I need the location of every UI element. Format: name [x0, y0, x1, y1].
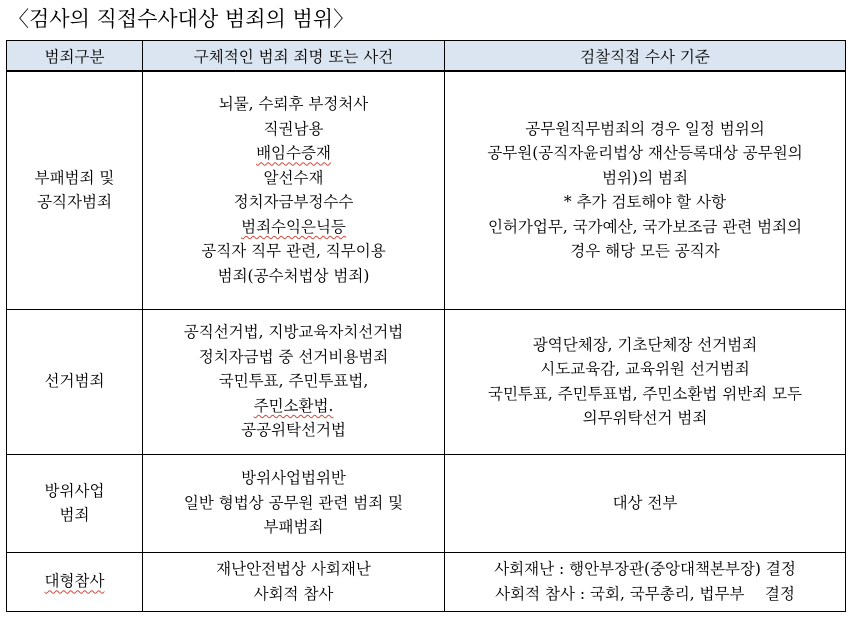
- crime-line: 재난안전법상 사회재난: [216, 560, 371, 578]
- crime-line: 주민소환법.: [253, 396, 334, 415]
- criteria-line: 범위)의 범죄: [602, 168, 688, 187]
- crime-line: 알선수재: [263, 168, 324, 187]
- criteria-line: 의무위탁선거 범죄: [582, 409, 708, 427]
- criteria-line: 국민투표, 주민투표법, 주민소환법 위반죄 모두: [487, 384, 803, 403]
- crime-line: 공직선거법, 지방교육자치선거법: [183, 323, 404, 342]
- criteria-line: 경우 해당 모든 공직자: [570, 242, 720, 261]
- table-row: [7, 552, 846, 611]
- crime-line: 방위사업법위반: [241, 469, 346, 488]
- criteria-line: 사회적 참사 : 국회, 국무총리, 법무부 결정: [495, 584, 795, 603]
- crimes-cell: [143, 71, 445, 309]
- document-title: 〈검사의 직접수사대상 범죄의 범위〉: [8, 7, 355, 31]
- crime-line: 국민투표, 주민투표법,: [218, 372, 369, 391]
- crime-line: 공직자 직무 관련, 직무이용: [201, 242, 386, 261]
- category-cell: [7, 454, 143, 552]
- crime-line: 직권남용: [263, 119, 324, 138]
- crimes-cell: [143, 552, 445, 611]
- crime-line: 배임수증재: [256, 144, 331, 163]
- criteria-line: 사회재난 : 행안부장관(중앙대책본부장) 결정: [494, 560, 796, 578]
- criteria-cell: [445, 71, 846, 309]
- criteria-cell: [445, 552, 846, 611]
- crime-line: 사회적 참사: [253, 584, 334, 603]
- crime-line: 부패범죄: [263, 518, 324, 537]
- criteria-line: 광역단체장, 기초단체장 선거범죄: [532, 335, 758, 354]
- criteria-line: * 추가 검토해야 할 사항: [563, 193, 727, 212]
- crime-line: 뇌물, 수뢰후 부정처사: [218, 95, 369, 114]
- criteria-line: 대상 전부: [612, 493, 678, 512]
- criteria-line: 시도교육감, 교육위원 선거범죄: [540, 360, 750, 378]
- crime-line: 정치자금부정수수: [233, 193, 354, 212]
- crime-line: 일반 형법상 공무원 관련 범죄 및: [183, 493, 404, 512]
- crimes-cell: [143, 309, 445, 454]
- category-cell: [7, 309, 143, 454]
- criteria-cell: [445, 454, 846, 552]
- criteria-line: 인허가업무, 국가예산, 국가보조금 관련 범죄의: [487, 217, 803, 236]
- crime-line: 범죄(공수처법상 범죄): [217, 266, 370, 285]
- category-line: 선거범죄: [44, 372, 105, 391]
- category-cell: [7, 71, 143, 309]
- category-line: 방위사업: [44, 481, 105, 500]
- category-line: 부패범죄 및: [34, 168, 115, 187]
- crime-scope-table: [6, 40, 846, 612]
- header-criteria: 검찰직접 수사 기준: [445, 41, 846, 72]
- table-row: [7, 454, 846, 552]
- header-category: 범죄구분: [7, 41, 143, 72]
- header-crimes: 구체적인 범죄 죄명 또는 사건: [143, 41, 445, 72]
- category-line: 공직자범죄: [37, 193, 112, 212]
- table-row: [7, 71, 846, 309]
- category-line: 대형참사: [44, 572, 105, 591]
- category-line: 범죄: [59, 506, 90, 524]
- crime-line: 정치자금법 중 선거비용범죄: [198, 347, 389, 366]
- criteria-line: 공무원(공직자윤리법상 재산등록대상 공무원의: [487, 144, 803, 163]
- crime-line: 범죄수익은닉등: [241, 217, 346, 236]
- table-row: [7, 309, 846, 454]
- table-header-row: [7, 41, 846, 72]
- crime-line: 공공위탁선거법: [241, 421, 346, 440]
- criteria-cell: [445, 309, 846, 454]
- crimes-cell: [143, 454, 445, 552]
- criteria-line: 공무원직무범죄의 경우 일정 범위의: [525, 119, 765, 138]
- category-cell: [7, 552, 143, 611]
